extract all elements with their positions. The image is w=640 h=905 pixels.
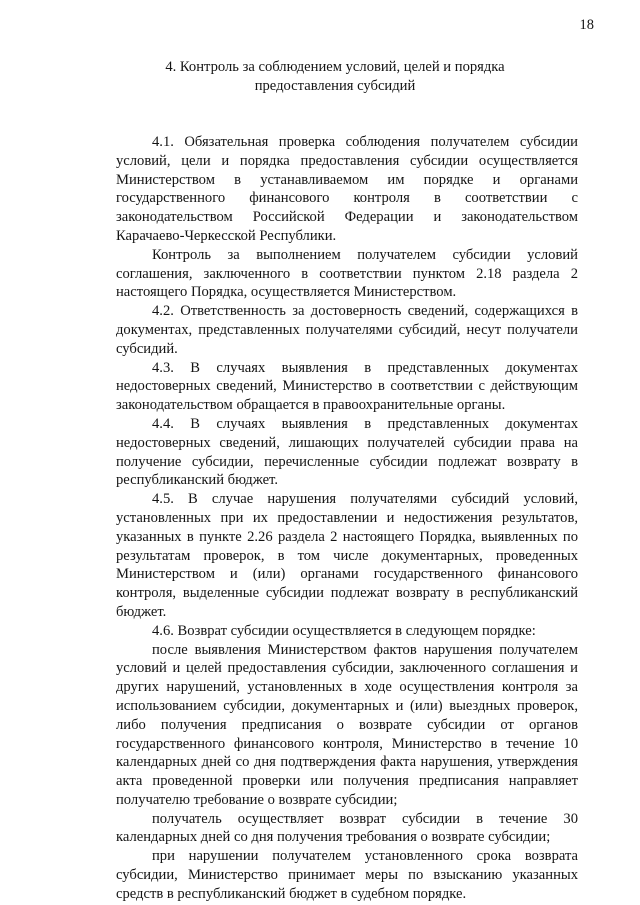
paragraph-4-3: 4.3. В случаях выявления в представленных документах недостоверных сведений, Министерство в соответствии с действующим законодательством обращается в правоохранительные органы. (116, 359, 578, 414)
section-heading-line-1: 4. Контроль за соблюдением условий, целей и порядка (165, 59, 505, 75)
section-heading (100, 58, 570, 95)
paragraph-4-6: 4.6. Возврат субсидии осуществляется в следующем порядке: (152, 622, 536, 639)
paragraph-return-procedure-step-3: при нарушении получателем установленного срока возврата субсидии, Министерство принимает меры по взысканию указанных средств в республиканский бюджет в судебном порядке. (116, 848, 578, 902)
paragraph-return-procedure-step-2: получатель осуществляет возврат субсидии в течение 30 календарных дней со дня получения требования о возврате субсидии; (116, 810, 578, 846)
paragraph-4-2: 4.2. Ответственность за достоверность сведений, содержащихся в документах, представленных получателями субсидий, несут получатели субсидий. (116, 303, 578, 357)
paragraph-return-procedure-step-1: после выявления Министерством фактов нарушения получателем условий и целей предоставления субсидии, заключенного соглашения и других нарушений, установленных в ходе осуществления контроля за использованием субсидии, документарных и (или) выездных проверок, либо получения предписания о возврате субсидии от органов государственного финансового контроля, Министерство в течение 10 календарных дней со дня подтверждения факта нарушения, утверждения акта проведенной проверки или получения предписания направляет получателю требование о возврате субсидии; (116, 641, 578, 808)
paragraph-4-4: 4.4. В случаях выявления в представленных документах недостоверных сведений, лишающих получателей субсидии права на получение субсидии, перечисленные субсидии подлежат возврату в республиканский бюджет. (116, 415, 578, 489)
page-number: 18 (579, 17, 594, 33)
paragraph-control-agreement: Контроль за выполнением получателем субсидии условий соглашения, заключенного в соответствии пунктом 2.18 раздела 2 настоящего Порядка, осуществляется Министерством. (116, 246, 578, 301)
section-heading-line-2: предоставления субсидий (254, 77, 416, 94)
paragraph-4-1: 4.1. Обязательная проверка соблюдения получателем субсидии условий, цели и порядка предоставления субсидии осуществляется Министерством в устанавливаемом им порядке и органами государственного финансового контроля в соответствии с законодательством Российской Федерации и законодательством Карачаево-Черкесской Республики. (116, 134, 578, 244)
document-body (116, 133, 578, 904)
paragraph-4-5: 4.5. В случае нарушения получателями субсидий условий, установленных при их предоставлении и недостижения результатов, указанных в пункте 2.26 раздела 2 настоящего Порядка, выявленных по результатам проверок, в том числе документарных, проведенных Министерством и (или) органами государственного финансового контроля, выделенные субсидии подлежат возврату в республиканский бюджет. (116, 491, 578, 620)
